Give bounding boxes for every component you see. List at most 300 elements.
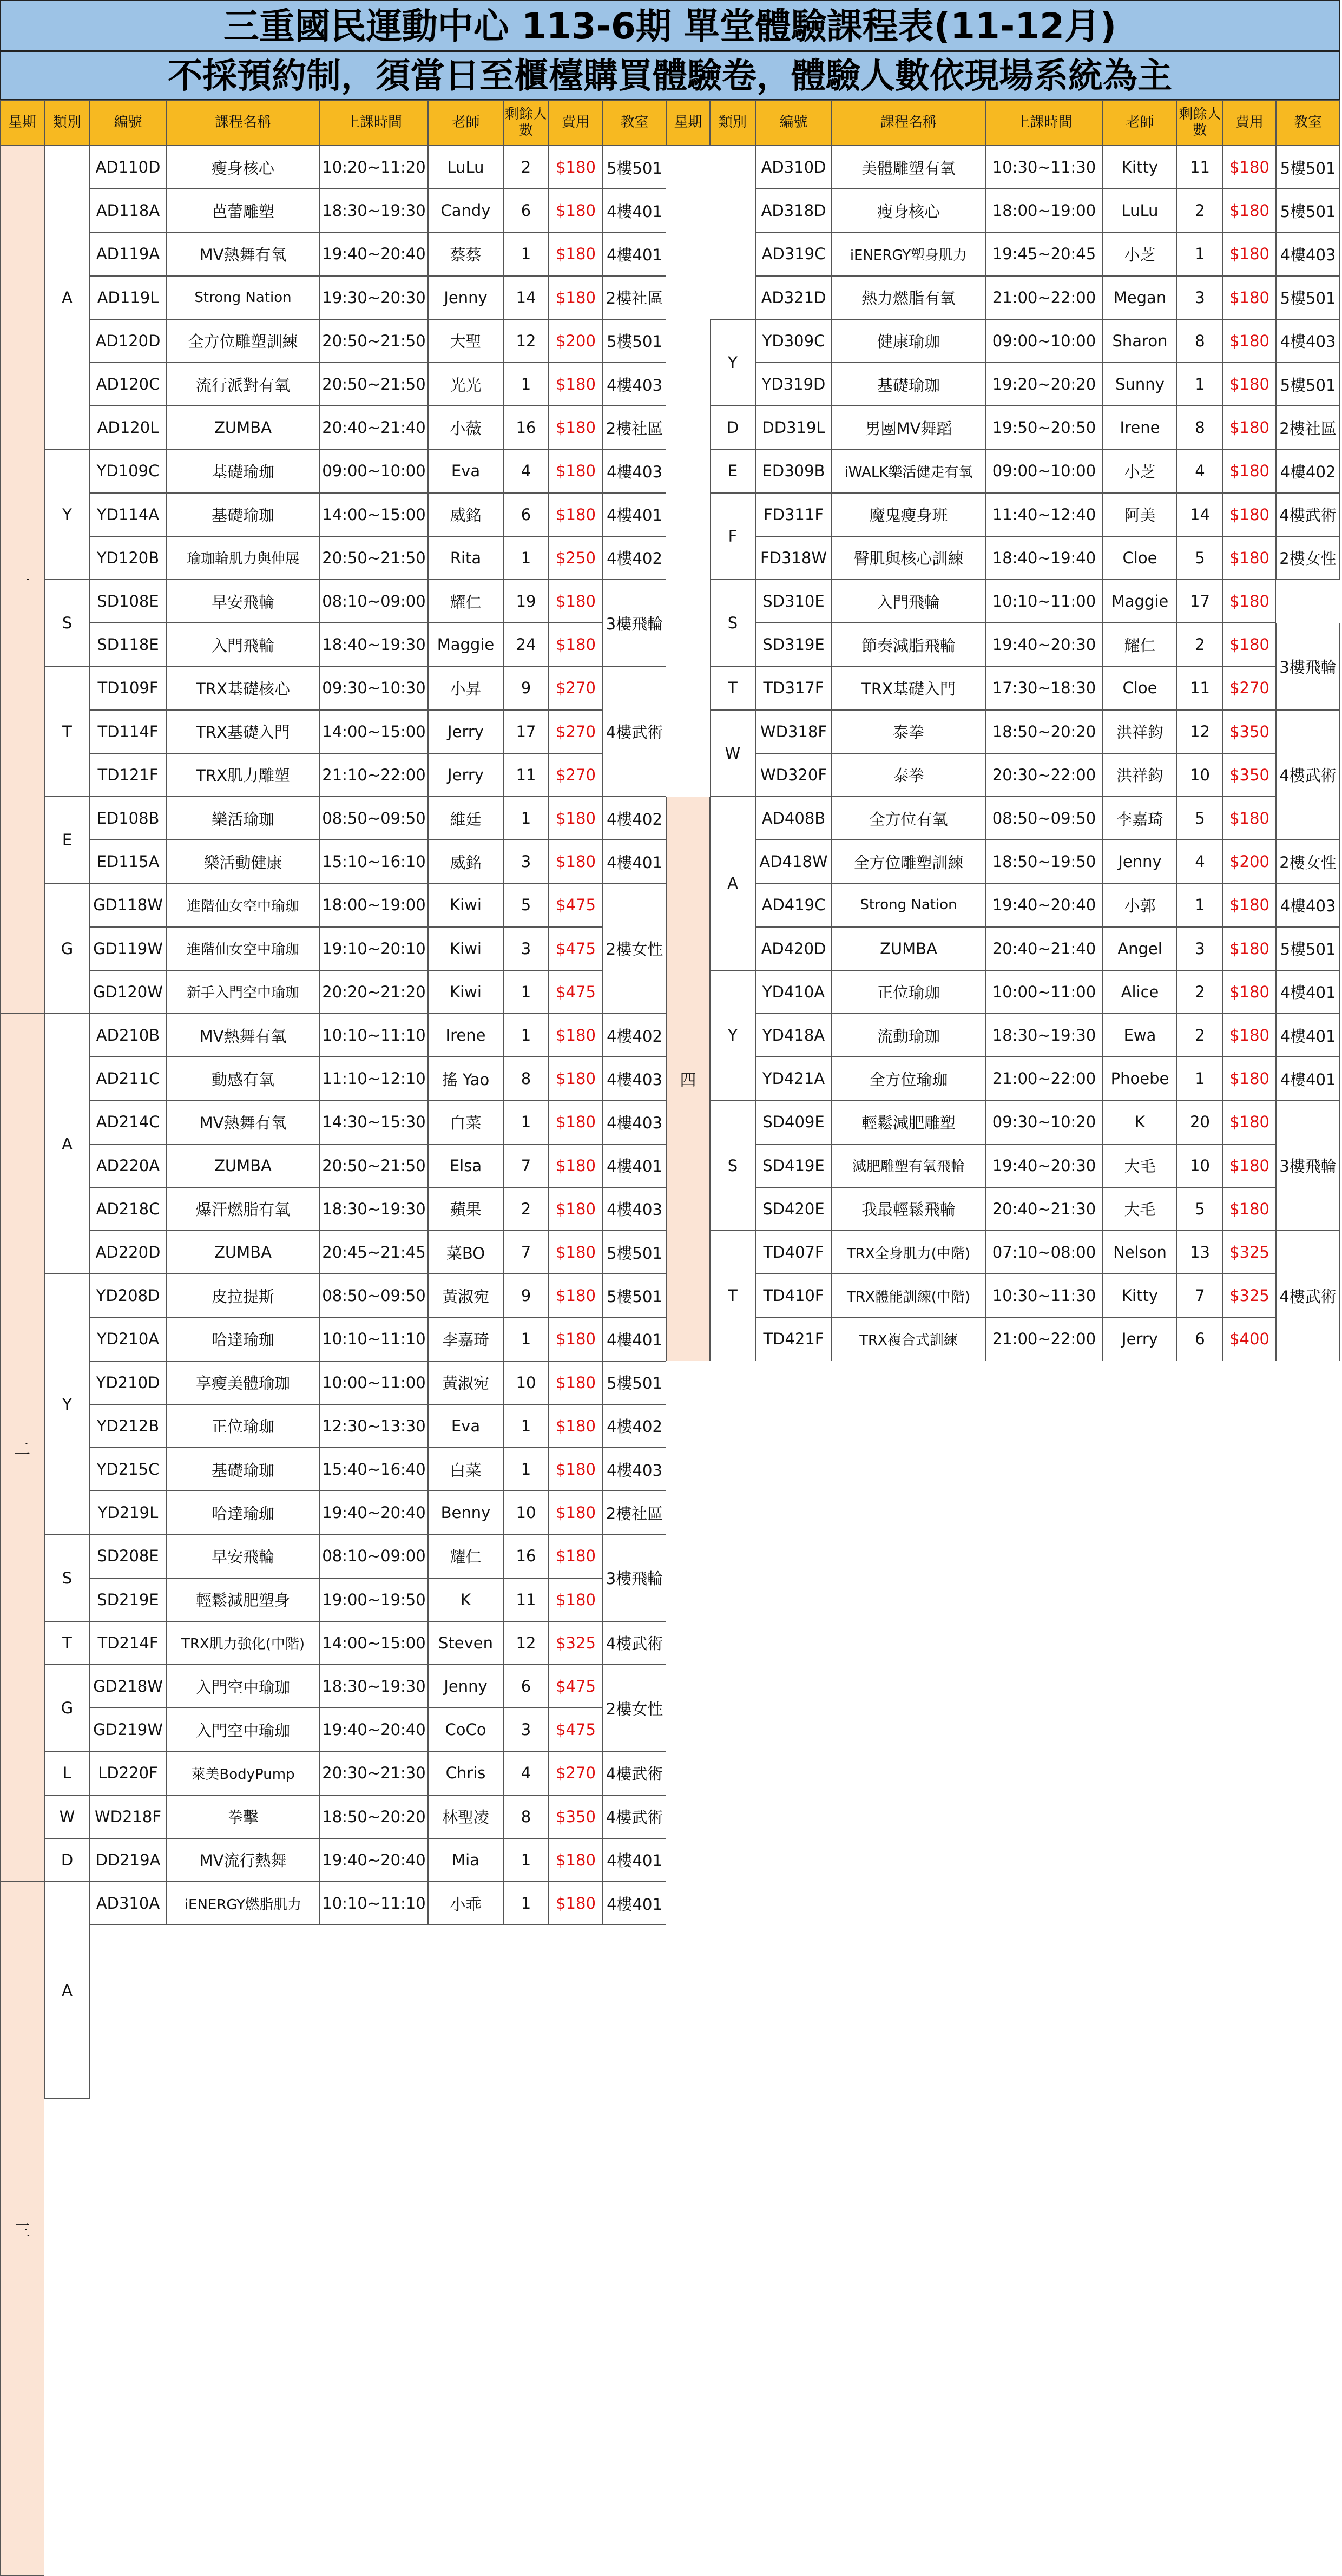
seats-left: 13 bbox=[1177, 1231, 1223, 1274]
fee: $180 bbox=[1223, 146, 1276, 189]
course-name: iENERGY塑身肌力 bbox=[832, 232, 985, 275]
fee: $180 bbox=[549, 363, 603, 406]
course-code: TD214F bbox=[90, 1621, 166, 1665]
course-code: AD418W bbox=[755, 840, 832, 883]
seats-left: 8 bbox=[1177, 319, 1223, 363]
class-time: 12:30~13:30 bbox=[320, 1404, 428, 1448]
course-name: 全方位有氧 bbox=[832, 797, 985, 840]
fee: $180 bbox=[1223, 1100, 1276, 1144]
course-code: AD214C bbox=[90, 1100, 166, 1144]
classroom: 4樓403 bbox=[603, 1057, 666, 1100]
course-code: ED309B bbox=[755, 449, 832, 492]
category-cell: T bbox=[44, 666, 90, 797]
course-code: AD408B bbox=[755, 797, 832, 840]
name-header-left: 課程名稱 bbox=[166, 100, 320, 146]
teacher-name: Kiwi bbox=[428, 927, 503, 970]
classroom: 4樓403 bbox=[603, 449, 666, 492]
course-code: YD215C bbox=[90, 1448, 166, 1491]
teacher-name: Nelson bbox=[1103, 1231, 1177, 1274]
teacher-header-left: 老師 bbox=[428, 100, 503, 146]
class-time: 08:10~09:00 bbox=[320, 580, 428, 623]
teacher-name: 威銘 bbox=[428, 840, 503, 883]
fee: $180 bbox=[1223, 797, 1276, 840]
seats-left: 1 bbox=[1177, 883, 1223, 926]
class-time: 20:40~21:40 bbox=[985, 927, 1103, 970]
seats-left: 1 bbox=[503, 363, 549, 406]
class-time: 10:10~11:10 bbox=[320, 1882, 428, 1925]
course-name: 瑜珈輪肌力與伸展 bbox=[166, 536, 320, 580]
seats-left: 1 bbox=[1177, 1057, 1223, 1100]
teacher-name: Benny bbox=[428, 1491, 503, 1534]
seats-left: 17 bbox=[1177, 580, 1223, 623]
teacher-name: Steven bbox=[428, 1621, 503, 1665]
course-name: 男團MV舞蹈 bbox=[832, 406, 985, 449]
class-time: 17:30~18:30 bbox=[985, 666, 1103, 709]
course-name: 芭蕾雕塑 bbox=[166, 189, 320, 232]
course-code: SD118E bbox=[90, 623, 166, 666]
seats-left: 1 bbox=[503, 1014, 549, 1057]
course-name: 流行派對有氧 bbox=[166, 363, 320, 406]
course-code: AD419C bbox=[755, 883, 832, 926]
category-cell: L bbox=[44, 1751, 90, 1795]
classroom: 2樓社區 bbox=[603, 1491, 666, 1534]
course-code: YD219L bbox=[90, 1491, 166, 1534]
teacher-name: Candy bbox=[428, 189, 503, 232]
category-cell: A bbox=[710, 797, 755, 970]
fee: $270 bbox=[549, 1751, 603, 1795]
course-code: AD319C bbox=[755, 232, 832, 275]
course-code: YD410A bbox=[755, 970, 832, 1014]
teacher-name: 耀仁 bbox=[428, 580, 503, 623]
seats-left: 9 bbox=[503, 1274, 549, 1317]
fee: $180 bbox=[1223, 449, 1276, 492]
category-cell: D bbox=[44, 1838, 90, 1882]
course-name: 臀肌與核心訓練 bbox=[832, 536, 985, 580]
course-name: 全方位雕塑訓練 bbox=[832, 840, 985, 883]
teacher-name: 李嘉琦 bbox=[428, 1317, 503, 1361]
fee: $180 bbox=[549, 840, 603, 883]
class-time: 18:30~19:30 bbox=[985, 1014, 1103, 1057]
fee: $180 bbox=[1223, 623, 1276, 666]
class-time: 19:50~20:50 bbox=[985, 406, 1103, 449]
seats-left: 12 bbox=[503, 319, 549, 363]
teacher-name: Jerry bbox=[428, 753, 503, 797]
classroom: 5樓501 bbox=[603, 1274, 666, 1317]
course-code: AD220A bbox=[90, 1144, 166, 1187]
classroom: 4樓武術 bbox=[603, 1795, 666, 1838]
class-time: 19:30~20:30 bbox=[320, 276, 428, 319]
course-name: 動感有氧 bbox=[166, 1057, 320, 1100]
teacher-name: K bbox=[428, 1578, 503, 1621]
classroom: 4樓武術 bbox=[603, 1621, 666, 1665]
course-code: TD410F bbox=[755, 1274, 832, 1317]
fee: $270 bbox=[549, 753, 603, 797]
course-code: AD120C bbox=[90, 363, 166, 406]
fee: $180 bbox=[549, 797, 603, 840]
seats-left: 3 bbox=[1177, 927, 1223, 970]
course-code: AD120L bbox=[90, 406, 166, 449]
fee: $180 bbox=[549, 189, 603, 232]
teacher-name: 小芝 bbox=[1103, 449, 1177, 492]
classroom: 5樓501 bbox=[603, 146, 666, 189]
teacher-name: Alice bbox=[1103, 970, 1177, 1014]
course-name: 全方位雕塑訓練 bbox=[166, 319, 320, 363]
course-code: DD319L bbox=[755, 406, 832, 449]
seats-left: 5 bbox=[1177, 1187, 1223, 1231]
fee: $180 bbox=[1223, 276, 1276, 319]
fee: $350 bbox=[1223, 753, 1276, 797]
class-time: 09:30~10:30 bbox=[320, 666, 428, 709]
class-time: 18:00~19:00 bbox=[320, 883, 428, 926]
fee: $180 bbox=[549, 1838, 603, 1882]
course-name: MV流行熱舞 bbox=[166, 1838, 320, 1882]
course-name: 基礎瑜珈 bbox=[166, 1448, 320, 1491]
category-cell: S bbox=[44, 580, 90, 666]
class-time: 20:40~21:40 bbox=[320, 406, 428, 449]
fee: $180 bbox=[549, 406, 603, 449]
classroom: 4樓401 bbox=[603, 1317, 666, 1361]
category-cell: T bbox=[44, 1621, 90, 1665]
course-code: AD310D bbox=[755, 146, 832, 189]
class-time: 09:00~10:00 bbox=[985, 449, 1103, 492]
category-cell: Y bbox=[710, 319, 755, 406]
weekday-cell: 一 bbox=[0, 146, 44, 1014]
teacher-name: 白菜 bbox=[428, 1100, 503, 1144]
fee: $180 bbox=[549, 1404, 603, 1448]
seats-left: 11 bbox=[1177, 666, 1223, 709]
fee: $270 bbox=[549, 710, 603, 753]
fee: $180 bbox=[549, 623, 603, 666]
classroom: 5樓501 bbox=[1276, 927, 1340, 970]
class-time: 11:40~12:40 bbox=[985, 493, 1103, 536]
classroom: 4樓武術 bbox=[1276, 1231, 1340, 1361]
seats-left: 16 bbox=[503, 1534, 549, 1578]
course-name: 進階仙女空中瑜珈 bbox=[166, 883, 320, 926]
teacher-name: 光光 bbox=[428, 363, 503, 406]
course-name: 我最輕鬆飛輪 bbox=[832, 1187, 985, 1231]
classroom: 5樓501 bbox=[1276, 189, 1340, 232]
class-time: 15:40~16:40 bbox=[320, 1448, 428, 1491]
seats-left: 8 bbox=[503, 1795, 549, 1838]
course-name: ZUMBA bbox=[166, 1144, 320, 1187]
fee: $350 bbox=[549, 1795, 603, 1838]
category-cell: S bbox=[710, 1100, 755, 1231]
seats-left: 9 bbox=[503, 666, 549, 709]
course-name: 瘦身核心 bbox=[832, 189, 985, 232]
seats-left: 1 bbox=[503, 1882, 549, 1925]
classroom: 4樓403 bbox=[603, 363, 666, 406]
class-time: 19:20~20:20 bbox=[985, 363, 1103, 406]
class-time: 07:10~08:00 bbox=[985, 1231, 1103, 1274]
seats-left: 2 bbox=[1177, 189, 1223, 232]
fee: $180 bbox=[1223, 1187, 1276, 1231]
class-time: 10:20~11:20 bbox=[320, 146, 428, 189]
course-code: YD120B bbox=[90, 536, 166, 580]
category-cell: G bbox=[44, 1665, 90, 1751]
teacher-name: Chris bbox=[428, 1751, 503, 1795]
course-name: 皮拉提斯 bbox=[166, 1274, 320, 1317]
classroom: 4樓402 bbox=[603, 1014, 666, 1057]
fee: $180 bbox=[549, 1057, 603, 1100]
classroom: 4樓401 bbox=[1276, 970, 1340, 1014]
course-name: TRX體能訓練(中階) bbox=[832, 1274, 985, 1317]
course-code: GD219W bbox=[90, 1708, 166, 1751]
fee: $180 bbox=[549, 1274, 603, 1317]
course-name: 輕鬆減肥塑身 bbox=[166, 1578, 320, 1621]
category-cell: E bbox=[44, 797, 90, 883]
seats-header-left: 剩餘人數 bbox=[503, 100, 549, 146]
seats-left: 2 bbox=[1177, 1014, 1223, 1057]
course-code: AD120D bbox=[90, 319, 166, 363]
class-time: 21:00~22:00 bbox=[985, 1317, 1103, 1361]
course-name: 瘦身核心 bbox=[166, 146, 320, 189]
course-name: ZUMBA bbox=[166, 406, 320, 449]
teacher-name: Jenny bbox=[428, 1665, 503, 1708]
course-name: 美體雕塑有氧 bbox=[832, 146, 985, 189]
time-header-right: 上課時間 bbox=[985, 100, 1103, 146]
course-name: 基礎瑜珈 bbox=[166, 493, 320, 536]
course-code: AD118A bbox=[90, 189, 166, 232]
course-code: AD318D bbox=[755, 189, 832, 232]
code-header-left: 編號 bbox=[90, 100, 166, 146]
fee: $475 bbox=[549, 970, 603, 1014]
teacher-name: K bbox=[1103, 1100, 1177, 1144]
course-name: MV熱舞有氧 bbox=[166, 232, 320, 275]
class-time: 10:00~11:00 bbox=[985, 970, 1103, 1014]
teacher-name: 蘋果 bbox=[428, 1187, 503, 1231]
seats-left: 2 bbox=[1177, 970, 1223, 1014]
course-name: 哈達瑜珈 bbox=[166, 1491, 320, 1534]
classroom: 2樓女性 bbox=[603, 1665, 666, 1751]
classroom: 4樓403 bbox=[603, 1100, 666, 1144]
teacher-name: 黃淑宛 bbox=[428, 1274, 503, 1317]
course-name: 樂活動健康 bbox=[166, 840, 320, 883]
classroom: 4樓401 bbox=[603, 1838, 666, 1882]
seats-left: 6 bbox=[503, 1665, 549, 1708]
teacher-name: Megan bbox=[1103, 276, 1177, 319]
classroom: 4樓402 bbox=[603, 1404, 666, 1448]
teacher-name: 耀仁 bbox=[1103, 623, 1177, 666]
fee: $180 bbox=[549, 493, 603, 536]
course-code: YD114A bbox=[90, 493, 166, 536]
course-name: 萊美BodyPump bbox=[166, 1751, 320, 1795]
fee: $270 bbox=[1223, 666, 1276, 709]
seats-header-right: 剩餘人數 bbox=[1177, 100, 1223, 146]
fee: $180 bbox=[1223, 319, 1276, 363]
fee: $180 bbox=[1223, 1057, 1276, 1100]
teacher-name: Eva bbox=[428, 1404, 503, 1448]
fee: $200 bbox=[549, 319, 603, 363]
course-name: 入門飛輪 bbox=[166, 623, 320, 666]
fee: $180 bbox=[1223, 189, 1276, 232]
class-time: 14:00~15:00 bbox=[320, 1621, 428, 1665]
classroom: 5樓501 bbox=[603, 319, 666, 363]
course-name: MV熱舞有氧 bbox=[166, 1014, 320, 1057]
seats-left: 7 bbox=[1177, 1274, 1223, 1317]
course-code: YD319D bbox=[755, 363, 832, 406]
teacher-name: Maggie bbox=[428, 623, 503, 666]
teacher-name: 小乖 bbox=[428, 1882, 503, 1925]
class-time: 18:50~20:20 bbox=[320, 1795, 428, 1838]
fee: $180 bbox=[1223, 1144, 1276, 1187]
classroom: 4樓402 bbox=[603, 536, 666, 580]
seats-left: 24 bbox=[503, 623, 549, 666]
seats-left: 4 bbox=[503, 1751, 549, 1795]
fee: $475 bbox=[549, 1708, 603, 1751]
course-name: TRX全身肌力(中階) bbox=[832, 1231, 985, 1274]
fee: $180 bbox=[1223, 970, 1276, 1014]
fee: $180 bbox=[1223, 927, 1276, 970]
course-name: 流動瑜珈 bbox=[832, 1014, 985, 1057]
course-name: Strong Nation bbox=[832, 883, 985, 926]
class-time: 08:50~09:50 bbox=[320, 797, 428, 840]
course-code: FD318W bbox=[755, 536, 832, 580]
room-header-left: 教室 bbox=[603, 100, 666, 146]
weekday-cell: 二 bbox=[0, 1014, 44, 1882]
seats-left: 5 bbox=[1177, 797, 1223, 840]
seats-left: 3 bbox=[503, 1708, 549, 1751]
fee: $180 bbox=[549, 146, 603, 189]
course-code: SD219E bbox=[90, 1578, 166, 1621]
class-time: 18:00~19:00 bbox=[985, 189, 1103, 232]
class-time: 09:30~10:20 bbox=[985, 1100, 1103, 1144]
seats-left: 5 bbox=[1177, 536, 1223, 580]
seats-left: 14 bbox=[1177, 493, 1223, 536]
class-time: 20:45~21:45 bbox=[320, 1231, 428, 1274]
class-time: 20:50~21:50 bbox=[320, 319, 428, 363]
course-name: 新手入門空中瑜珈 bbox=[166, 970, 320, 1014]
fee: $180 bbox=[1223, 406, 1276, 449]
classroom: 4樓401 bbox=[603, 493, 666, 536]
teacher-name: 蔡蔡 bbox=[428, 232, 503, 275]
classroom: 4樓401 bbox=[603, 189, 666, 232]
course-code: GD118W bbox=[90, 883, 166, 926]
course-code: GD119W bbox=[90, 927, 166, 970]
class-time: 20:20~21:20 bbox=[320, 970, 428, 1014]
class-time: 20:50~21:50 bbox=[320, 363, 428, 406]
teacher-name: Kitty bbox=[1103, 1274, 1177, 1317]
teacher-name: 搖 Yao bbox=[428, 1057, 503, 1100]
course-code: LD220F bbox=[90, 1751, 166, 1795]
fee: $350 bbox=[1223, 710, 1276, 753]
class-time: 20:40~21:30 bbox=[985, 1187, 1103, 1231]
class-time: 19:10~20:10 bbox=[320, 927, 428, 970]
course-code: ED108B bbox=[90, 797, 166, 840]
course-code: TD114F bbox=[90, 710, 166, 753]
teacher-name: 黃淑宛 bbox=[428, 1361, 503, 1404]
course-code: YD210D bbox=[90, 1361, 166, 1404]
course-code: WD320F bbox=[755, 753, 832, 797]
seats-left: 16 bbox=[503, 406, 549, 449]
teacher-name: 小薇 bbox=[428, 406, 503, 449]
seats-left: 1 bbox=[503, 536, 549, 580]
seats-left: 19 bbox=[503, 580, 549, 623]
course-name: TRX基礎入門 bbox=[166, 710, 320, 753]
course-name: TRX基礎核心 bbox=[166, 666, 320, 709]
teacher-name: 大毛 bbox=[1103, 1187, 1177, 1231]
classroom: 5樓501 bbox=[1276, 276, 1340, 319]
fee: $400 bbox=[1223, 1317, 1276, 1361]
fee: $270 bbox=[549, 666, 603, 709]
course-code: YD421A bbox=[755, 1057, 832, 1100]
course-name: 基礎瑜珈 bbox=[166, 449, 320, 492]
category-cell: A bbox=[44, 146, 90, 449]
category-cell: T bbox=[710, 666, 755, 709]
fee: $180 bbox=[1223, 883, 1276, 926]
seats-left: 2 bbox=[503, 146, 549, 189]
course-name: 享瘦美體瑜珈 bbox=[166, 1361, 320, 1404]
class-time: 19:40~20:40 bbox=[320, 232, 428, 275]
seats-left: 6 bbox=[1177, 1317, 1223, 1361]
seats-left: 7 bbox=[503, 1144, 549, 1187]
course-code: YD208D bbox=[90, 1274, 166, 1317]
classroom: 5樓501 bbox=[1276, 146, 1340, 189]
class-time: 19:00~19:50 bbox=[320, 1578, 428, 1621]
course-code: ED115A bbox=[90, 840, 166, 883]
category-cell: W bbox=[710, 710, 755, 797]
time-header-left: 上課時間 bbox=[320, 100, 428, 146]
course-name: 輕鬆減肥雕塑 bbox=[832, 1100, 985, 1144]
class-time: 10:10~11:10 bbox=[320, 1317, 428, 1361]
course-code: SD409E bbox=[755, 1100, 832, 1144]
seats-left: 1 bbox=[503, 797, 549, 840]
teacher-name: 威銘 bbox=[428, 493, 503, 536]
teacher-name: Kiwi bbox=[428, 970, 503, 1014]
classroom: 4樓401 bbox=[603, 840, 666, 883]
seats-left: 17 bbox=[503, 710, 549, 753]
course-name: MV熱舞有氧 bbox=[166, 1100, 320, 1144]
course-name: TRX肌力強化(中階) bbox=[166, 1621, 320, 1665]
course-name: 正位瑜珈 bbox=[832, 970, 985, 1014]
classroom: 2樓社區 bbox=[1276, 406, 1340, 449]
course-code: YD109C bbox=[90, 449, 166, 492]
fee: $475 bbox=[549, 883, 603, 926]
course-name: 入門空中瑜珈 bbox=[166, 1708, 320, 1751]
classroom: 4樓401 bbox=[603, 232, 666, 275]
seats-left: 3 bbox=[503, 927, 549, 970]
class-time: 18:40~19:40 bbox=[985, 536, 1103, 580]
course-name: 樂活瑜珈 bbox=[166, 797, 320, 840]
classroom: 3樓飛輪 bbox=[1276, 623, 1340, 709]
teacher-name: Mia bbox=[428, 1838, 503, 1882]
fee: $180 bbox=[1223, 1014, 1276, 1057]
seats-left: 6 bbox=[503, 493, 549, 536]
seats-left: 20 bbox=[1177, 1100, 1223, 1144]
course-name: TRX肌力雕塑 bbox=[166, 753, 320, 797]
fee: $180 bbox=[549, 276, 603, 319]
course-code: TD317F bbox=[755, 666, 832, 709]
seats-left: 1 bbox=[503, 1404, 549, 1448]
teacher-name: Ewa bbox=[1103, 1014, 1177, 1057]
fee: $180 bbox=[549, 1448, 603, 1491]
teacher-name: 阿美 bbox=[1103, 493, 1177, 536]
class-time: 10:10~11:10 bbox=[320, 1014, 428, 1057]
seats-left: 1 bbox=[1177, 232, 1223, 275]
course-code: AD218C bbox=[90, 1187, 166, 1231]
class-time: 20:30~21:30 bbox=[320, 1751, 428, 1795]
course-name: 基礎瑜珈 bbox=[832, 363, 985, 406]
class-time: 10:00~11:00 bbox=[320, 1361, 428, 1404]
teacher-name: Elsa bbox=[428, 1144, 503, 1187]
category-cell: W bbox=[44, 1795, 90, 1838]
seats-left: 1 bbox=[503, 232, 549, 275]
classroom: 3樓飛輪 bbox=[603, 1534, 666, 1621]
teacher-name: LuLu bbox=[428, 146, 503, 189]
class-time: 08:10~09:00 bbox=[320, 1534, 428, 1578]
class-time: 19:45~20:45 bbox=[985, 232, 1103, 275]
course-code: TD421F bbox=[755, 1317, 832, 1361]
category-cell: T bbox=[710, 1231, 755, 1361]
